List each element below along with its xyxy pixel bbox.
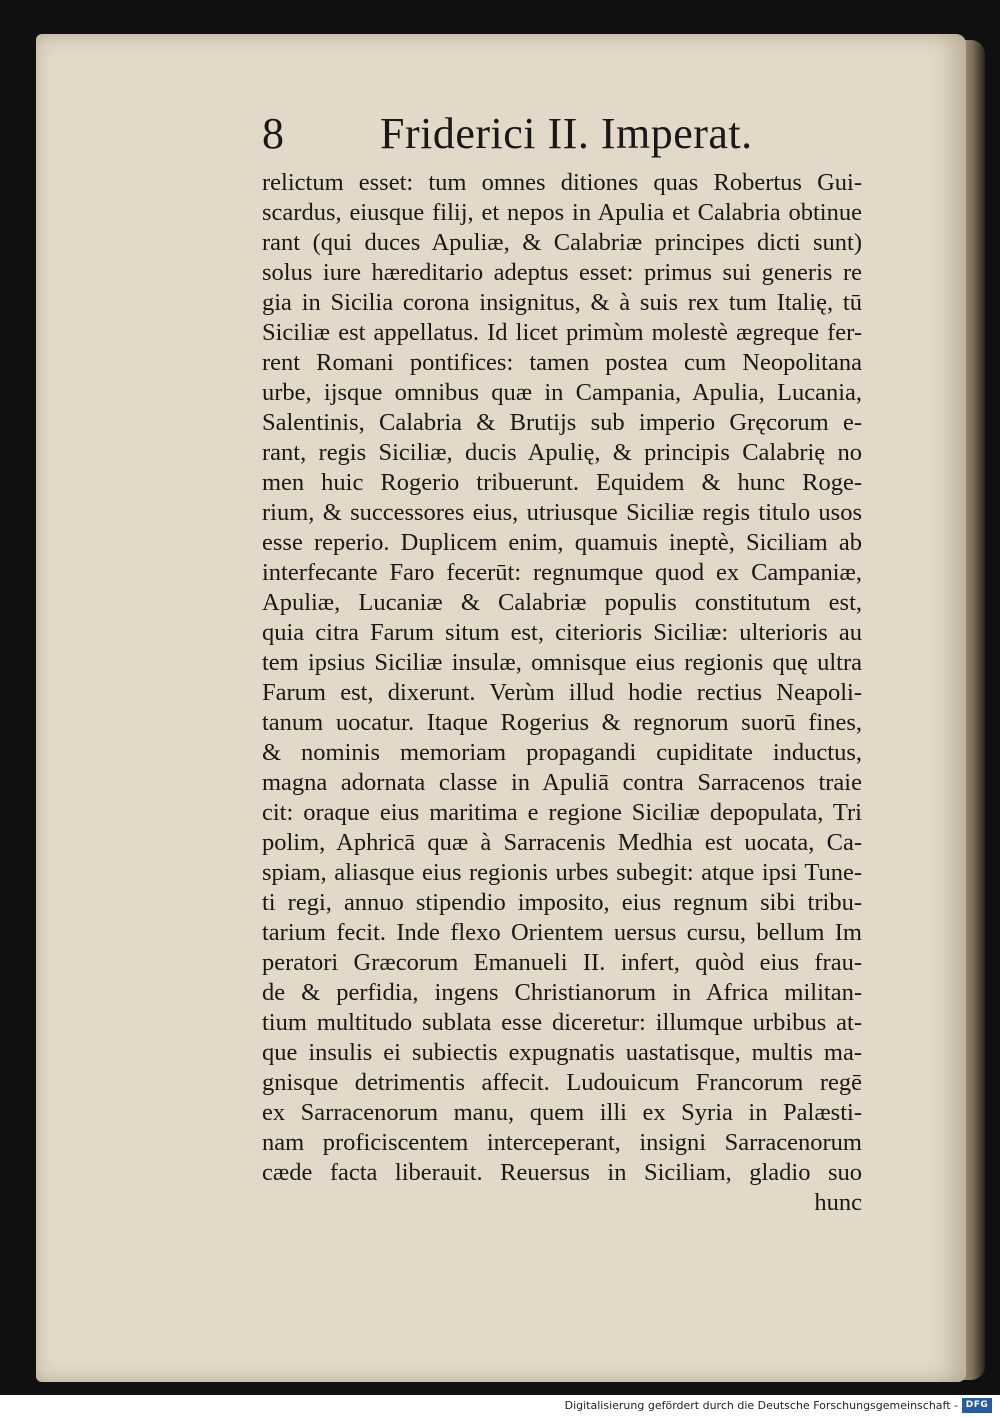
text-line: nam proficiscentem interceperant, insigni Sarracenorum: [262, 1129, 862, 1156]
page-number: 8: [262, 109, 284, 158]
body-text: [262, 168, 862, 1218]
page-header: [262, 106, 762, 162]
catchword: hunc: [814, 1189, 862, 1216]
text-line: interfecante Faro fecerūt: regnumque quod ex Campaniæ,: [262, 559, 862, 586]
text-line: rant (qui duces Apuliæ, & Calabriæ principes dicti sunt): [262, 229, 862, 256]
text-line: tium multitudo sublata esse diceretur: illumque urbibus at-: [262, 1009, 862, 1036]
text-line: gnisque detrimentis affecit. Ludouicum Francorum regē: [262, 1069, 862, 1096]
text-line: polim, Aphricā quæ à Sarracenis Medhia est uocata, Ca-: [262, 829, 862, 856]
text-line: men huic Rogerio tribuerunt. Equidem & hunc Roge-: [262, 469, 862, 496]
text-line: gia in Sicilia corona insignitus, & à suis rex tum Italię, tū: [262, 289, 862, 316]
text-line: cæde facta liberauit. Reuersus in Siciliam, gladio suo: [262, 1159, 862, 1186]
text-line: que insulis ei subiectis expugnatis uastatisque, multis ma-: [262, 1039, 862, 1066]
text-line: Siciliæ est appellatus. Id licet primùm molestè ægreque fer-: [262, 319, 862, 346]
text-line: cit: oraque eius maritima e regione Siciliæ depopulata, Tri: [262, 799, 862, 826]
dfg-logo-icon: DFG: [962, 1398, 992, 1413]
text-line: solus iure hæreditario adeptus esset: primus sui generis re: [262, 259, 862, 286]
text-line: ti regi, annuo stipendio imposito, eius regnum sibi tribu-: [262, 889, 862, 916]
running-title: Friderici II. Imperat.: [380, 109, 753, 158]
digitization-footer: [0, 1395, 1000, 1417]
text-line: & nominis memoriam propagandi cupiditate inductus,: [262, 739, 862, 766]
text-line: magna adornata classe in Apuliā contra Sarracenos traie: [262, 769, 862, 796]
text-line: urbe, ijsque omnibus quæ in Campania, Apulia, Lucania,: [262, 379, 862, 406]
text-line: esse reperio. Duplicem enim, quamuis ineptè, Siciliam ab: [262, 529, 862, 556]
text-line: spiam, aliasque eius regionis urbes subegit: atque ipsi Tune-: [262, 859, 862, 886]
funding-note: Digitalisierung gefördert durch die Deutsche Forschungsgemeinschaft -: [564, 1399, 958, 1412]
text-line: de & perfidia, ingens Christianorum in Africa militan-: [262, 979, 862, 1006]
text-line: tarium fecit. Inde flexo Orientem uersus cursu, bellum Im: [262, 919, 862, 946]
text-line: ex Sarracenorum manu, quem illi ex Syria in Palæsti-: [262, 1099, 862, 1126]
text-line: tem ipsius Siciliæ insulæ, omnisque eius regionis quę ultra: [262, 649, 862, 676]
text-line: rium, & successores eius, utriusque Siciliæ regis titulo usos: [262, 499, 862, 526]
text-line: Apuliæ, Lucaniæ & Calabriæ populis constitutum est,: [262, 589, 862, 616]
text-line: quia citra Farum situm est, citerioris Siciliæ: ulterioris au: [262, 619, 862, 646]
text-line: rent Romani pontifices: tamen postea cum Neopolitana: [262, 349, 862, 376]
text-line: Farum est, dixerunt. Verùm illud hodie rectius Neapoli-: [262, 679, 862, 706]
text-line: tanum uocatur. Itaque Rogerius & regnorum suorū fines,: [262, 709, 862, 736]
text-line: scardus, eiusque filij, et nepos in Apulia et Calabria obtinue: [262, 199, 862, 226]
text-line: relictum esset: tum omnes ditiones quas Robertus Gui-: [262, 169, 862, 196]
text-line: peratori Græcorum Emanueli II. infert, quòd eius frau-: [262, 949, 862, 976]
text-line: rant, regis Siciliæ, ducis Apulię, & principis Calabrię no: [262, 439, 862, 466]
text-line: Salentinis, Calabria & Brutijs sub imperio Gręcorum e-: [262, 409, 862, 436]
